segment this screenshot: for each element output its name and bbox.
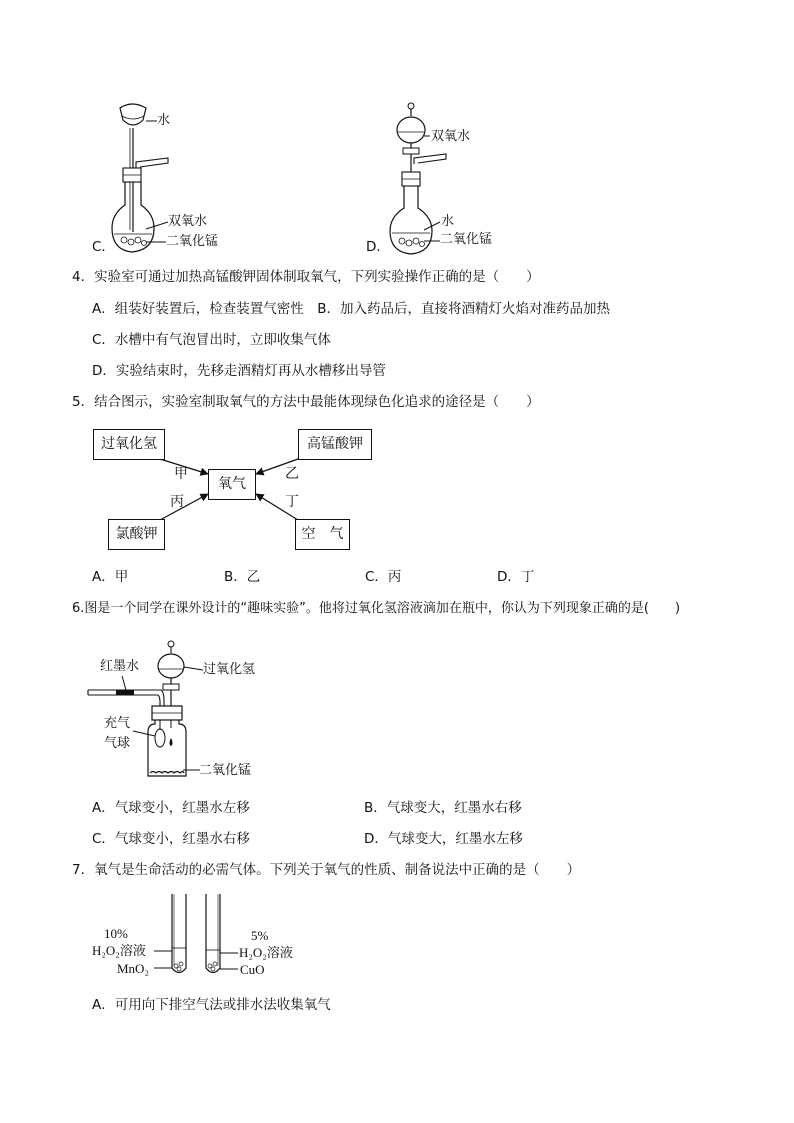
q6-stem: 6.图是一个同学在课外设计的“趣味实验”。他将过氧化氢溶液滴加在瓶中，你认为下列现象正确的是( ) [72, 601, 681, 616]
q4-option-c[interactable]: C．水槽中有气泡冒出时，立即收集气体 [92, 332, 331, 348]
label-tube1-solution: H₂O₂溶液 [92, 943, 146, 958]
label-balloon: 气球 [104, 736, 131, 751]
box-air: 空 气 [295, 519, 350, 550]
q6-option-d[interactable]: D．气球变大，红墨水左移 [364, 831, 523, 847]
route-ding: 丁 [285, 494, 299, 510]
label-peroxide-c: 双氧水 [168, 214, 208, 229]
label-water-c: 水 [157, 113, 171, 128]
box-oxygen: 氧气 [208, 469, 256, 500]
box-potassium-permanganate: 高锰酸钾 [298, 429, 372, 460]
q7-stem: 7．氧气是生命活动的必需气体。下列关于氧气的性质、制备说法中正确的是（ ） [72, 862, 581, 878]
route-yi: 乙 [285, 466, 299, 482]
q5-option-b[interactable]: B．乙 [224, 569, 261, 585]
box-potassium-chlorate: 氯酸钾 [108, 519, 165, 550]
label-tube2-solid: CuO [240, 962, 265, 977]
q4-option-d[interactable]: D．实验结束时，先移走酒精灯再从水槽移出导管 [92, 363, 386, 379]
q5-stem: 5．结合图示，实验室制取氧气的方法中最能体现绿色化追求的途径是（ ） [72, 394, 540, 410]
box-hydrogen-peroxide: 过氧化氢 [93, 429, 165, 460]
label-inflated: 充气 [104, 716, 131, 731]
q4-stem: 4．实验室可通过加热高锰酸钾固体制取氧气，下列实验操作正确的是（ ） [72, 269, 540, 285]
label-water-d: 水 [441, 214, 455, 229]
label-mno2-d: 二氧化锰 [440, 232, 493, 247]
label-tube2-percent: 5% [251, 928, 269, 943]
q6-option-a[interactable]: A．气球变小，红墨水左移 [92, 800, 250, 816]
route-bing: 丙 [170, 494, 184, 510]
label-hydrogen-peroxide: 过氧化氢 [203, 662, 256, 677]
option-d-letter[interactable]: D． [366, 239, 390, 255]
label-mno2-c: 二氧化锰 [166, 234, 219, 249]
label-tube2-solution: H₂O₂溶液 [239, 945, 293, 960]
q5-option-c[interactable]: C．丙 [365, 569, 402, 585]
q5-option-a[interactable]: A．甲 [92, 569, 129, 585]
q7-option-a[interactable]: A．可用向下排空气法或排水法收集氧气 [92, 997, 331, 1013]
q4-options-ab[interactable]: A．组装好装置后，检查装置气密性 B．加入药品后，直接将酒精灯火焰对准药品加热 [92, 301, 610, 317]
label-manganese-dioxide: 二氧化锰 [199, 763, 252, 778]
label-peroxide-d: 双氧水 [431, 129, 471, 144]
q5-option-d[interactable]: D．丁 [497, 569, 535, 585]
label-red-ink: 红墨水 [100, 659, 140, 674]
q6-option-c[interactable]: C．气球变小，红墨水右移 [92, 831, 250, 847]
label-tube1-solid: MnO₂ [117, 961, 149, 976]
option-c-letter[interactable]: C． [92, 239, 115, 255]
q6-option-b[interactable]: B．气球变大，红墨水右移 [364, 800, 522, 816]
route-jia: 甲 [174, 466, 188, 482]
label-tube1-percent: 10% [104, 926, 128, 941]
